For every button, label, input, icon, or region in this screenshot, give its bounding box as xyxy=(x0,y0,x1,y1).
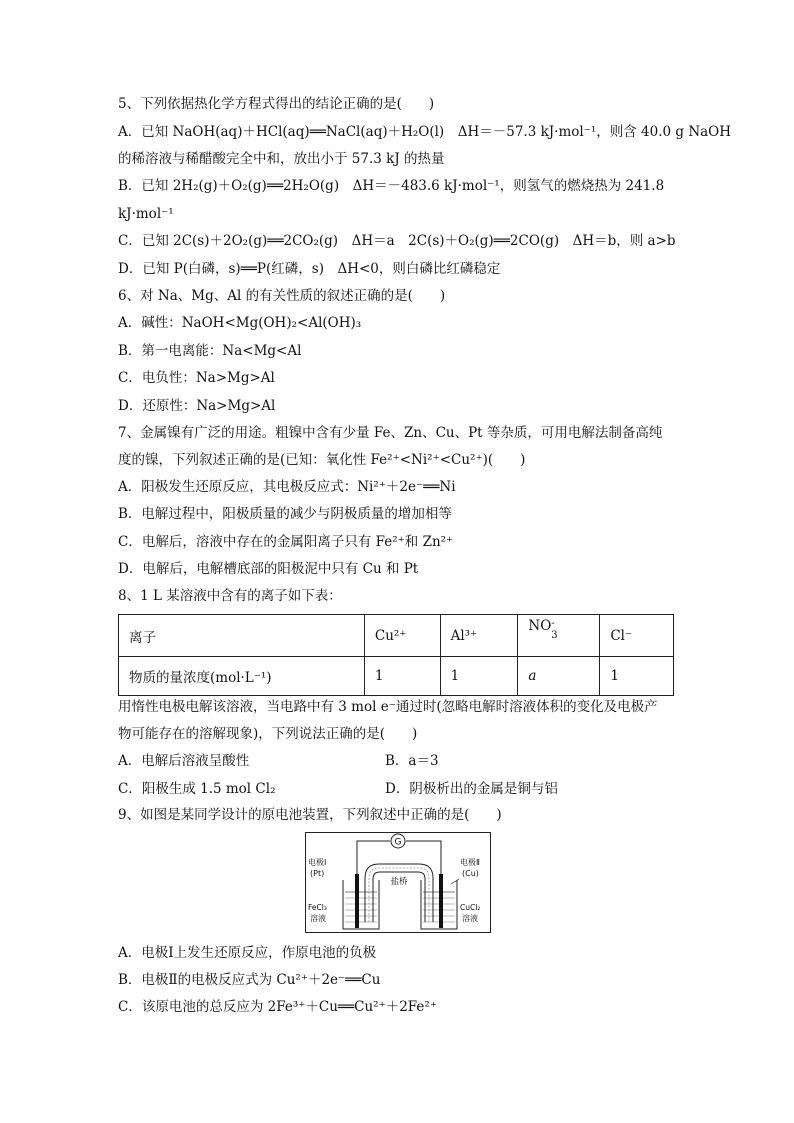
left-electrode-rod xyxy=(355,874,359,928)
nitrate-charge: - xyxy=(551,618,555,629)
galvanometer-label: G xyxy=(394,837,402,848)
q8-after-line1: 用惰性电极电解该溶液，当电路中有 3 mol e⁻通过时(忽略电解时溶液体积的变化及电极产 xyxy=(118,699,658,715)
left-beaker xyxy=(343,880,379,929)
q5-stem: 5、下列依据热化学方程式得出的结论正确的是( ) xyxy=(118,96,435,112)
q8-option-a: A．电解后溶液呈酸性 xyxy=(118,753,250,769)
q8-option-d: D．阴极析出的金属是铜与铝 xyxy=(385,781,558,797)
left-electrode-label: 电极Ⅰ xyxy=(308,858,327,867)
table-cell: 1 xyxy=(364,657,440,696)
table-cell: 1 xyxy=(440,657,518,696)
q6-option-c: C．电负性：Na>Mg>Al xyxy=(118,370,275,386)
q8-option-b: B．a＝3 xyxy=(385,753,439,769)
left-liquid-hatching xyxy=(345,898,377,922)
q8-stem: 8、1 L 某溶液中含有的离子如下表： xyxy=(118,588,342,604)
left-solution-word: 溶液 xyxy=(310,914,326,923)
q6-option-a: A．碱性：NaOH<Mg(OH)₂<Al(OH)₃ xyxy=(118,315,362,331)
q9-stem: 9、如图是某同学设计的原电池装置，下列叙述中正确的是( ) xyxy=(118,807,502,823)
left-electrode-material: (Pt) xyxy=(310,869,325,878)
q7-option-a: A．阳极发生还原反应，其电极反应式：Ni²⁺＋2e⁻══Ni xyxy=(118,479,456,495)
right-solution-word: 溶液 xyxy=(462,914,478,923)
table-row-label: 物质的量浓度(mol·L⁻¹) xyxy=(119,657,365,696)
nitrate-subscript: 3 xyxy=(551,630,558,641)
right-solution-formula: CuCl₂ xyxy=(460,903,481,912)
q8-option-c: C．阳极生成 1.5 mol Cl₂ xyxy=(118,781,276,797)
q9-option-b: B．电极Ⅱ的电极反应式为 Cu²⁺＋2e⁻══Cu xyxy=(118,972,381,988)
ion-concentration-table xyxy=(118,614,674,696)
q6-stem: 6、对 Na、Mg、Al 的有关性质的叙述正确的是( ) xyxy=(118,288,446,304)
right-electrode-material: (Cu) xyxy=(462,869,479,878)
table-header-cell-nitrate xyxy=(518,615,600,657)
q9-option-a: A．电极Ⅰ上发生还原反应，作原电池的负极 xyxy=(118,945,377,961)
salt-bridge-label: 盐桥 xyxy=(390,877,408,887)
q5-option-b-line1: B．已知 2H₂(g)＋O₂(g)══2H₂O(g) ΔH＝－483.6 kJ·mol⁻¹，则氢气的燃烧热为 241.8 xyxy=(118,178,665,194)
nitrate-formula: NO xyxy=(528,618,552,634)
q5-option-c: C．已知 2C(s)＋2O₂(g)══2CO₂(g) ΔH＝a 2C(s)＋O₂(g)══2CO(g) ΔH＝b，则 a>b xyxy=(118,233,676,249)
leader-line xyxy=(451,879,459,884)
table-cell: a xyxy=(518,657,600,696)
q7-option-d: D．电解后，电解槽底部的阳极泥中只有 Cu 和 Pt xyxy=(118,561,419,577)
left-solution-formula: FeCl₃ xyxy=(308,903,327,912)
q7-stem-line1: 7、金属镍有广泛的用途。粗镍中含有少量 Fe、Zn、Cu、Pt 等杂质，可用电解法制备高纯 xyxy=(118,425,663,441)
q5-option-a-line2: 的稀溶液与稀醋酸完全中和，放出小于 57.3 kJ 的热量 xyxy=(118,151,445,167)
q7-option-c: C．电解后，溶液中存在的金属阳离子只有 Fe²⁺和 Zn²⁺ xyxy=(118,534,454,550)
q7-stem-line2: 度的镍，下列叙述正确的是(已知：氧化性 Fe²⁺<Ni²⁺<Cu²⁺)( ) xyxy=(118,452,526,468)
table-cell: 1 xyxy=(600,657,674,696)
q6-option-b: B．第一电离能：Na<Mg<Al xyxy=(118,343,302,359)
table-header-cell: Cl⁻ xyxy=(600,615,674,657)
q6-option-d: D．还原性：Na>Mg>Al xyxy=(118,398,276,414)
q5-option-a-line1: A．已知 NaOH(aq)＋HCl(aq)══NaCl(aq)＋H₂O(l) ΔH＝－57.3 kJ·mol⁻¹，则含 40.0 g NaOH xyxy=(118,124,732,140)
galvanic-cell-diagram xyxy=(305,832,491,933)
table-header-cell: Cu²⁺ xyxy=(364,615,440,657)
q8-after-line2: 物可能存在的溶解现象)，下列说法正确的是( ) xyxy=(118,726,418,742)
q5-option-d: D．已知 P(白磷，s)══P(红磷，s) ΔH<0，则白磷比红磷稳定 xyxy=(118,261,501,277)
right-electrode-rod xyxy=(439,874,443,928)
table-header-cell: Al³⁺ xyxy=(440,615,518,657)
q9-option-c: C．该原电池的总反应为 2Fe³⁺＋Cu══Cu²⁺＋2Fe²⁺ xyxy=(118,999,437,1015)
q7-option-b: B．电解过程中，阳极质量的减少与阴极质量的增加相等 xyxy=(118,506,452,522)
table-row xyxy=(119,657,674,696)
table-header-cell: 离子 xyxy=(119,615,365,657)
right-electrode-label: 电极Ⅱ xyxy=(460,858,480,867)
q5-option-b-line2: kJ·mol⁻¹ xyxy=(118,206,174,222)
table-header-row xyxy=(119,615,674,657)
